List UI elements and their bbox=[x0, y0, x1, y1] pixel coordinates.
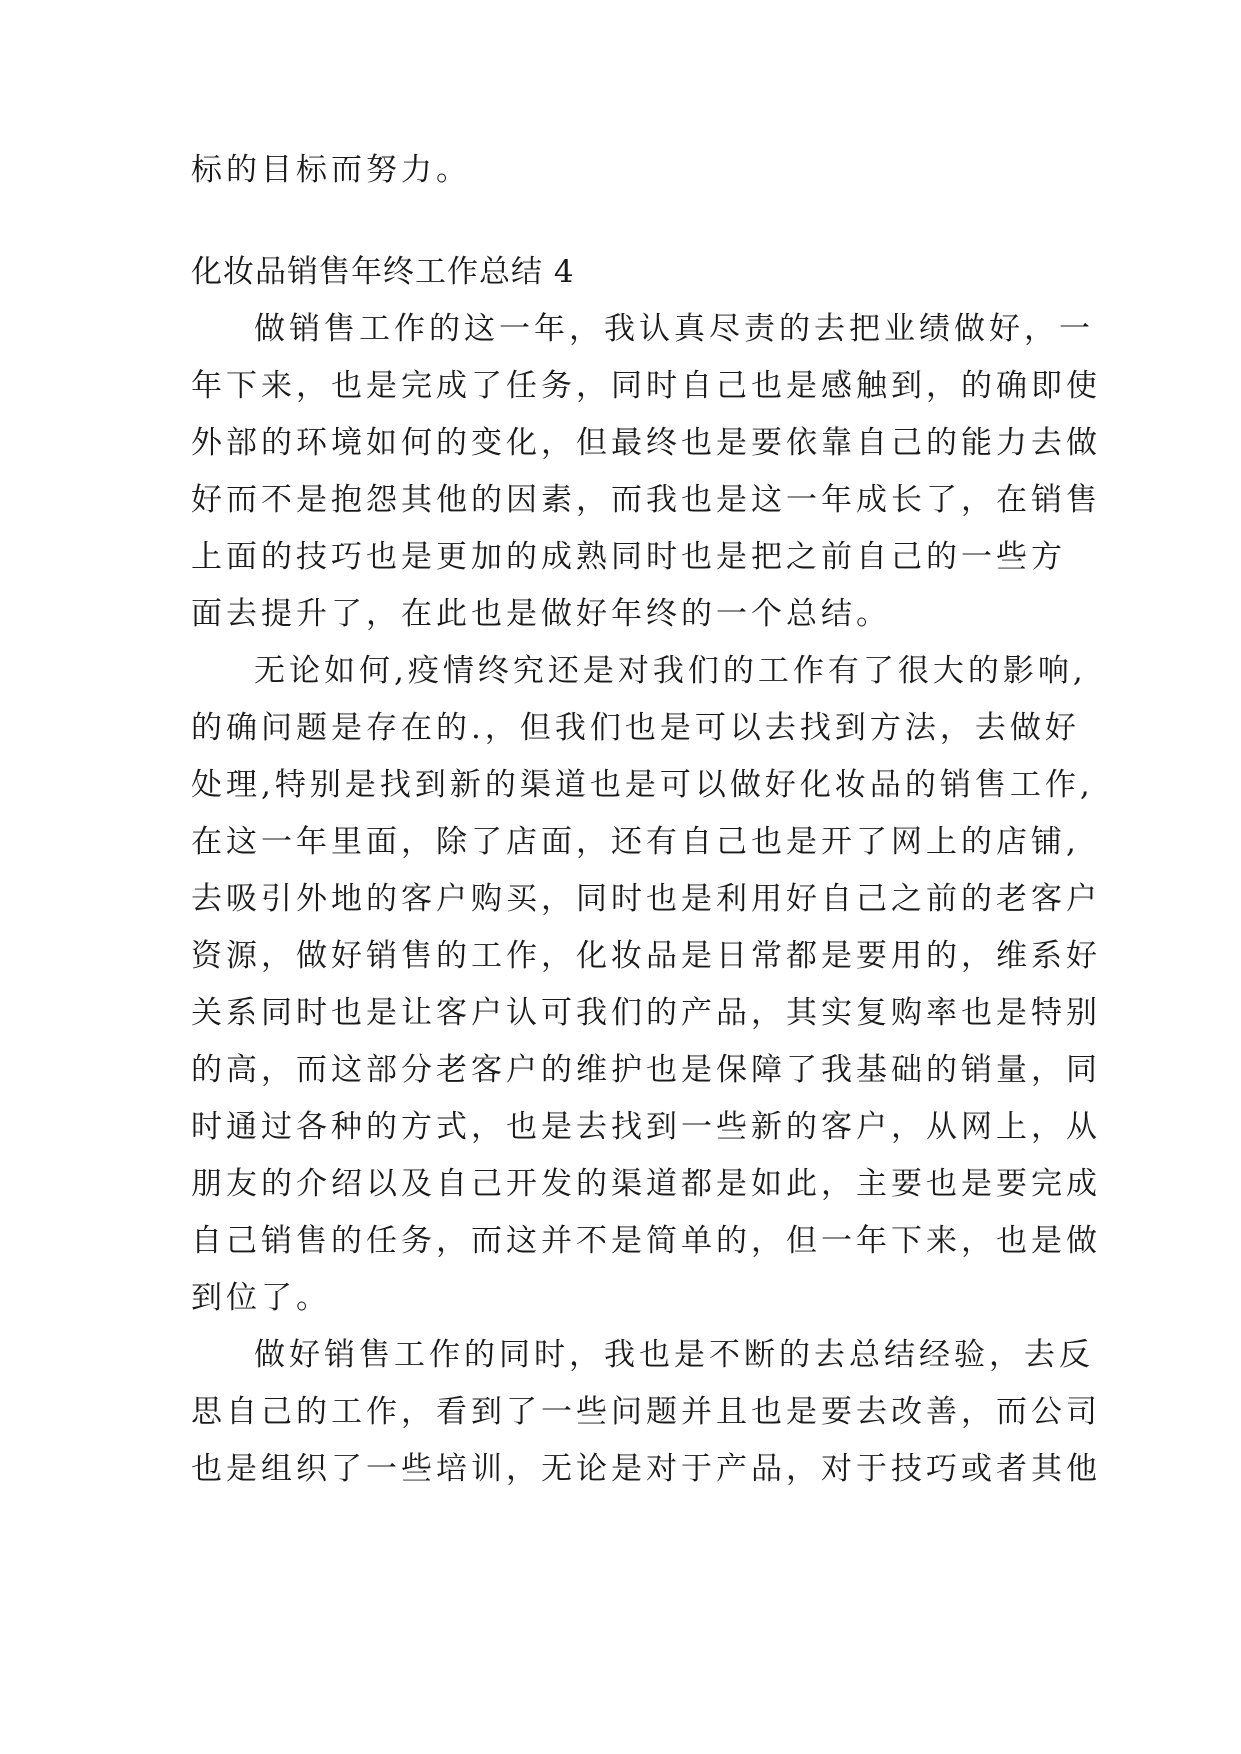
section-heading: 化妆品销售年终工作总结 4 bbox=[191, 254, 575, 290]
paragraph-line: 面去提升了，在此也是做好年终的一个总结。 bbox=[191, 596, 891, 632]
paragraph-line: 也是组织了一些培训，无论是对于产品，对于技巧或者其他 bbox=[191, 1451, 1101, 1487]
paragraph-line: 的高，而这部分老客户的维护也是保障了我基础的销量，同 bbox=[191, 1052, 1101, 1088]
paragraph-line: 好而不是抱怨其他的因素，而我也是这一年成长了，在销售 bbox=[191, 482, 1101, 518]
paragraph-line: 做好销售工作的同时，我也是不断的去总结经验，去反 bbox=[254, 1337, 1094, 1373]
paragraph-line: 自己销售的任务，而这并不是简单的，但一年下来，也是做 bbox=[191, 1223, 1101, 1259]
paragraph-line: 外部的环境如何的变化，但最终也是要依靠自己的能力去做 bbox=[191, 425, 1101, 461]
paragraph-line: 在这一年里面，除了店面，还有自己也是开了网上的店铺, bbox=[191, 824, 1080, 860]
paragraph-line: 做销售工作的这一年，我认真尽责的去把业绩做好，一 bbox=[254, 311, 1094, 347]
paragraph-line: 朋友的介绍以及自己开发的渠道都是如此，主要也是要完成 bbox=[191, 1166, 1101, 1202]
paragraph-line: 的确问题是存在的.，但我们也是可以去找到方法，去做好 bbox=[191, 710, 1080, 746]
paragraph-line: 关系同时也是让客户认可我们的产品，其实复购率也是特别 bbox=[191, 995, 1101, 1031]
paragraph-line: 资源，做好销售的工作，化妆品是日常都是要用的，维系好 bbox=[191, 938, 1101, 974]
paragraph-line: 无论如何,疫情终究还是对我们的工作有了很大的影响, bbox=[254, 653, 1087, 689]
paragraph-line: 思自己的工作，看到了一些问题并且也是要去改善，而公司 bbox=[191, 1394, 1101, 1430]
paragraph-line: 标的目标而努力。 bbox=[191, 152, 471, 188]
paragraph-line: 年下来，也是完成了任务，同时自己也是感触到，的确即使 bbox=[191, 368, 1101, 404]
paragraph-line: 到位了。 bbox=[191, 1280, 331, 1316]
paragraph-line: 上面的技巧也是更加的成熟同时也是把之前自己的一些方 bbox=[191, 539, 1066, 575]
paragraph-line: 去吸引外地的客户购买，同时也是利用好自己之前的老客户 bbox=[191, 881, 1101, 917]
paragraph-line: 时通过各种的方式，也是去找到一些新的客户，从网上，从 bbox=[191, 1109, 1101, 1145]
paragraph-line: 处理,特别是找到新的渠道也是可以做好化妆品的销售工作, bbox=[191, 767, 1094, 803]
